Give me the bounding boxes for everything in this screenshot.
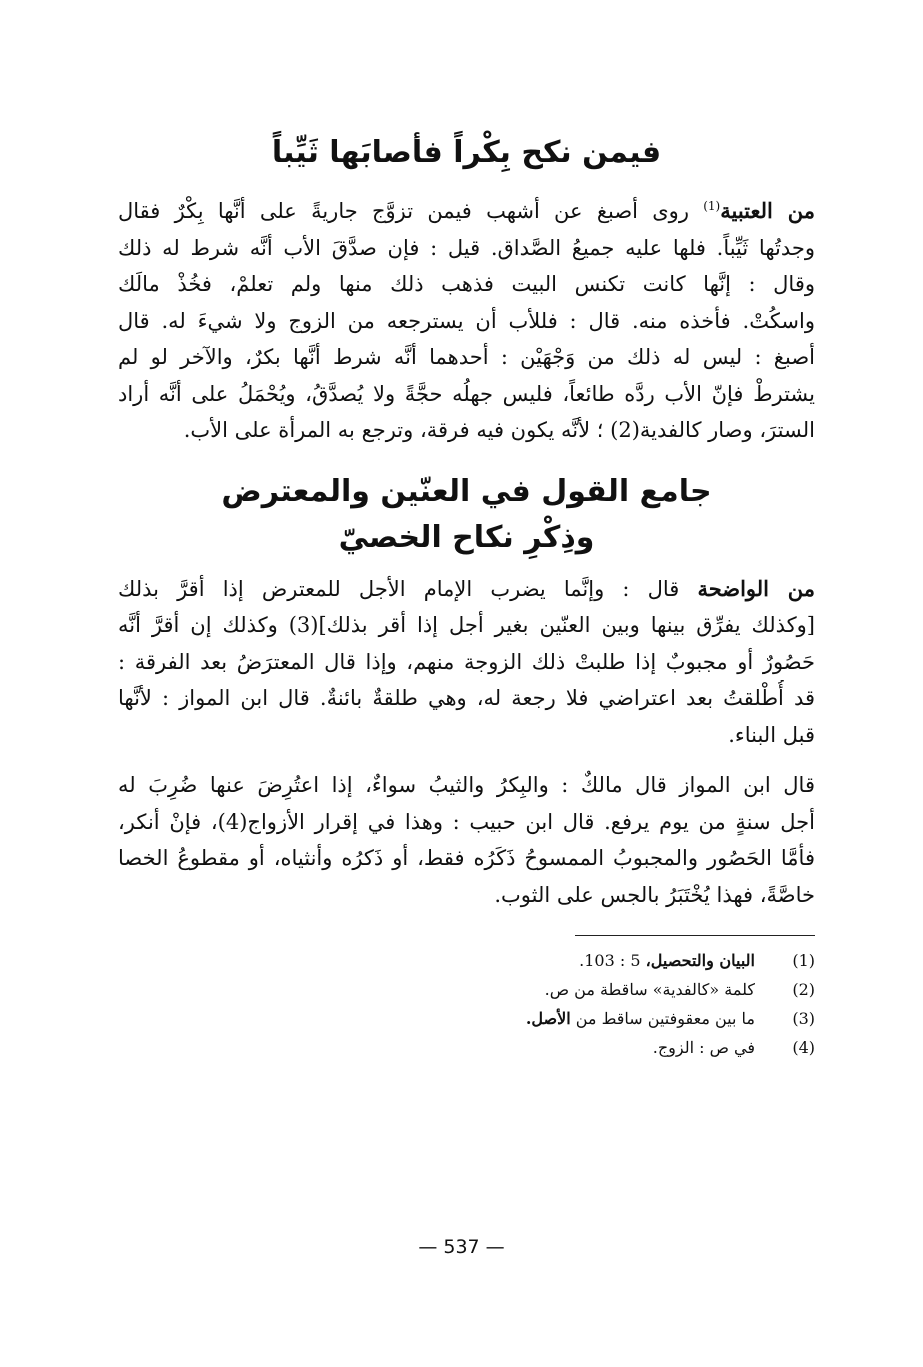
footnotes-list [118,946,815,1062]
footnote: (4) في ص : الزوج. [652,1038,815,1057]
page-number: — 537 — [418,1236,505,1258]
text-line: واسكُتْ. فأخذه منه. قال : فللأب أن يسترجعه من الزوج ولا شيءَ له. قال [118,308,815,333]
footnote-divider [575,935,815,936]
text-line: قبل البناء. [728,722,815,747]
text-line: أجل سنةٍ من يوم يرفع. قال ابن حبيب : وهذا في إقرار الأزواج(4)، فإنْ أنكر، [118,809,815,834]
text-line: [وكذلك يفرِّق بينها وبين العنّين بغير أجل إذا أقر بذلك](3) وكذلك إن أقرَّ أنَّه [118,613,815,637]
text-line: فأمَّا الحَصُور والمجبوبُ الممسوحُ ذَكَرُه فقط، أو ذَكرُه وأنثياه، أو مقطوعُ الخصا [118,846,815,870]
source-label: من الواضحة [697,575,815,601]
footnote-marker: (1) [703,199,721,213]
text-line: أصبغ : ليس له ذلك من وَجْهَيْن : أحدهما أنَّه شرط أنَّها بكرٌ، والآخر لو لم [118,345,815,369]
paragraph-wadiha [118,571,815,754]
footnote: (1) البيان والتحصيل، 5 : 103. [579,951,815,970]
text-line: من العتبية$^{(1)}$ روى أصبغ عن أشهب فيمن تزوَّج جاريةً على أنَّها بِكْرٌ فقال [118,198,815,223]
footnote: (3) ما بين معقوفتين ساقط من الأصل. [525,1009,815,1028]
text-line: السترَ، وصار كالفدية(2) ؛ لأنَّه يكون فيه فرقة، وترجع به المرأة على الأب. [183,418,815,442]
footnote: (2) كلمة «كالفدية» ساقطة من ص. [544,980,815,999]
text-line: من الواضحة قال : وإنَّما يضرب الإمام الأجل للمعترض إذا أقرَّ بذلك [118,575,815,601]
source-label: من العتبية [720,198,815,223]
paragraph-atabiyya [118,188,815,449]
section-heading-line1: جامع القول في العنّين والمعترض [221,473,712,509]
text-line: يشترطْ فإنّ الأب ردَّه طائعاً، فليس جهلُه حجَّةً ولا يُصدَّقُ، ويُحْمَلُ على أنَّه أراد [118,381,815,406]
paragraph-ibn-mawaz [118,767,815,913]
page-body [118,130,815,1062]
text-line: قد أُطْلقتُ بعد اعتراضي فلا رجعة له، وهي طلقةٌ بائنةٌ. قال ابن المواز : لأنَّها [118,686,815,710]
section-heading [118,469,815,561]
section-heading-line2: وذِكْرِ نكاح الخصيّ [338,519,595,555]
text-line: وجدتُها ثَيِّباً. فلها عليه جميعُ الصَّداق. قيل : فإن صدَّقَ الأب أنَّه شرط له ذلك [118,235,815,260]
text-line: حَصُورٌ أو مجبوبٌ إذا طلبتْ ذلك الزوجة منهم، وإذا قال المعترَضُ بعد الفرقة : [118,649,815,674]
text-line: خاصَّةً، فهذا يُخْتَبَرُ بالجس على الثوب. [494,882,815,907]
text-line: قال ابن المواز قال مالكٌ : والبِكرُ والثيبُ سواءٌ، إذا اعتُرِضَ عنها ضُرِبَ له [118,773,815,797]
text-line: وقال : إنَّها كانت تكنس البيت فذهب ذلك منها ولم تعلمْ، فخُذْ مالَك [118,272,815,296]
chapter-heading: فيمن نكح بِكْراً فأصابَها ثَيِّباً [271,135,662,170]
